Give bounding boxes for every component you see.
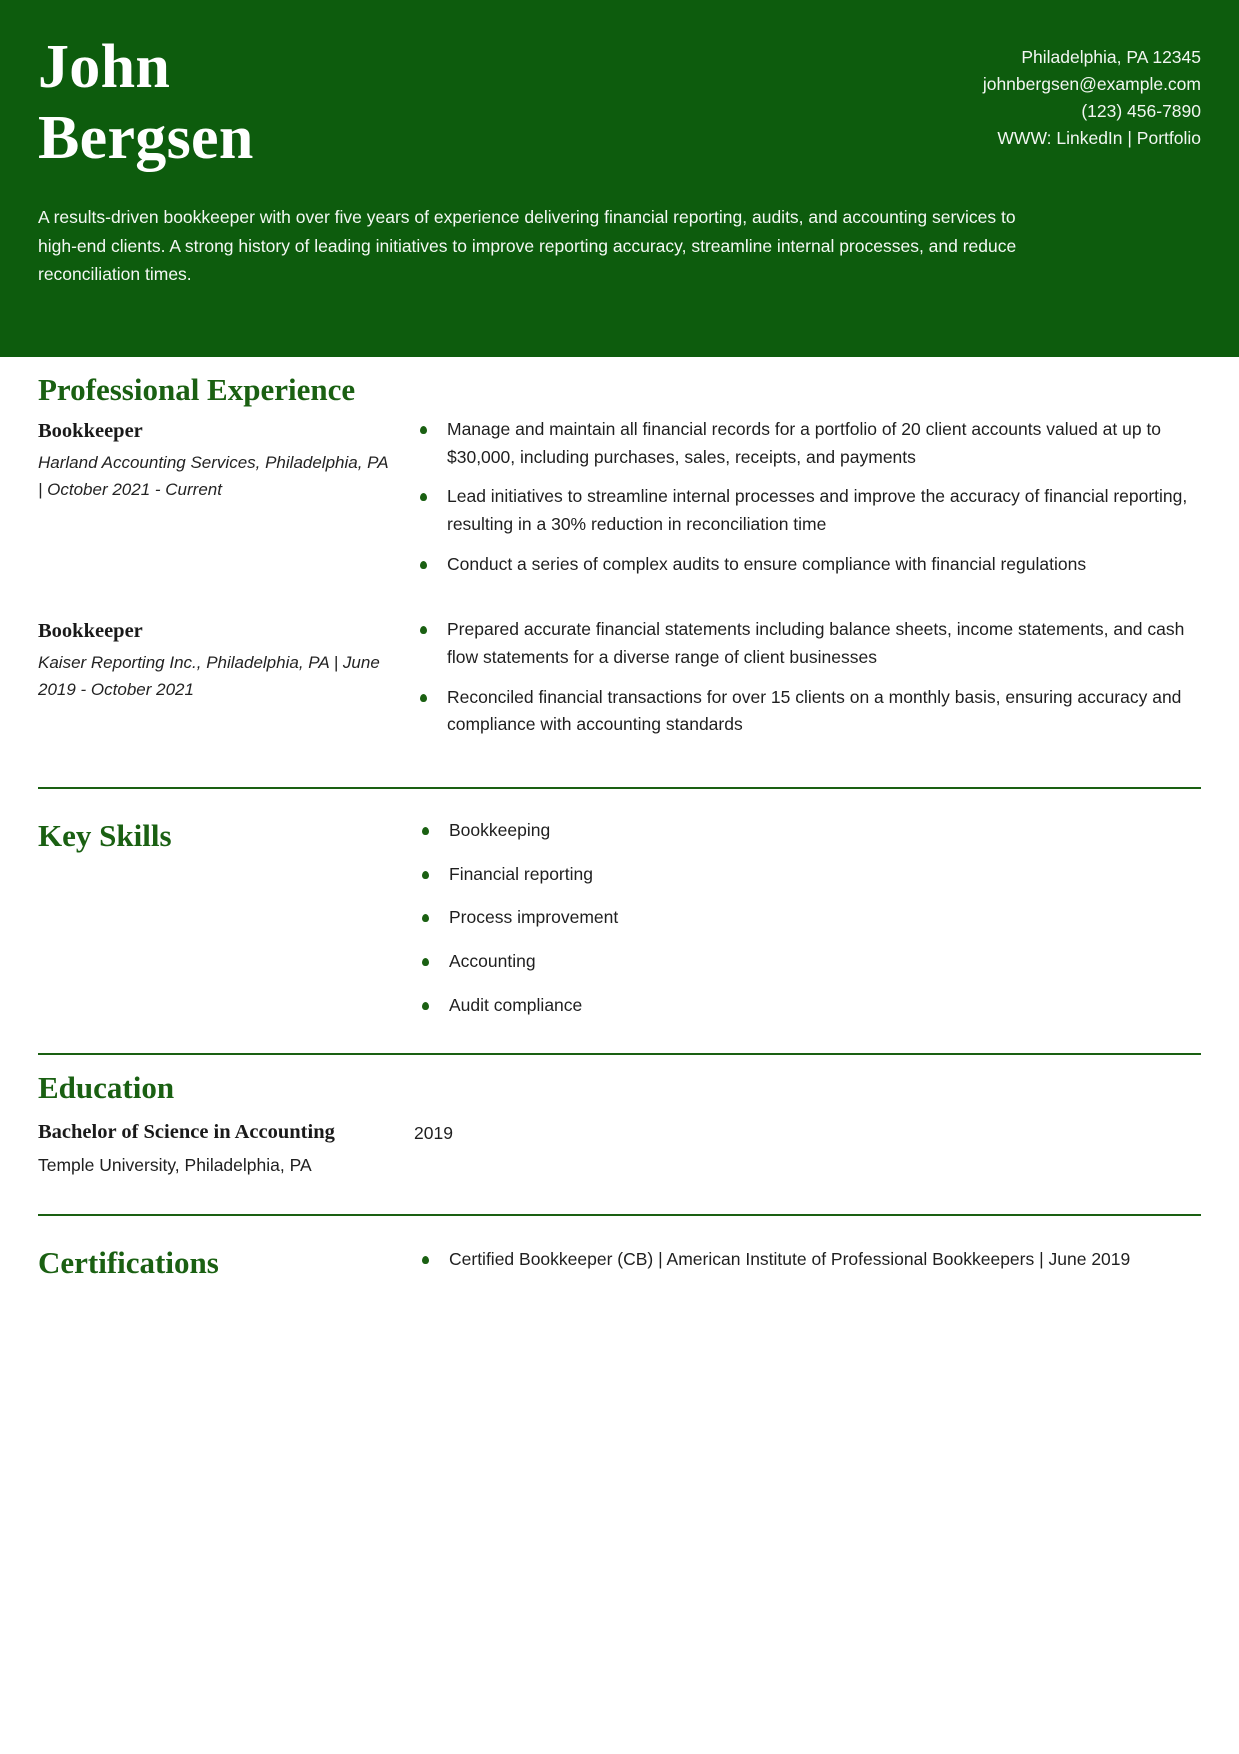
first-name: John [38, 33, 171, 101]
key-skills-list [416, 817, 1201, 1019]
experience-entry-right [414, 416, 1201, 590]
candidate-name [38, 32, 254, 173]
education-year: 2019 [414, 1123, 453, 1144]
contact-phone[interactable]: (123) 456-7890 [1081, 101, 1201, 122]
experience-entry-left [38, 416, 414, 503]
contact-links[interactable]: WWW: LinkedIn | Portfolio [997, 128, 1201, 149]
section-title-education: Education [38, 1070, 175, 1106]
job-bullet-list [414, 616, 1201, 739]
contact-location: Philadelphia, PA 12345 [1021, 47, 1201, 67]
skill-item: Process improvement [416, 904, 1201, 932]
last-name: Bergsen [38, 103, 254, 172]
job-company-dates: Kaiser Reporting Inc., Philadelphia, PA | June 2019 - October 2021 [38, 653, 380, 700]
job-bullet: Lead initiatives to streamline internal processes and improve the accuracy of financial reporting, resulting in a 30% reduction in reconciliation time [414, 483, 1201, 538]
section-certifications [38, 1216, 1201, 1289]
skill-item: Financial reporting [416, 861, 1201, 889]
resume-body [0, 371, 1239, 1289]
job-bullet: Manage and maintain all financial records for a portfolio of 20 client accounts valued at up to $30,000, including purchases, sales, receipts, and payments [414, 416, 1201, 471]
skill-item: Bookkeeping [416, 817, 1201, 845]
key-skills-right [414, 803, 1201, 1035]
job-bullet: Reconciled financial transactions for over 15 clients on a monthly basis, ensuring accuracy and compliance with accounting standards [414, 684, 1201, 739]
key-skills-left [38, 803, 414, 862]
skill-item: Accounting [416, 948, 1201, 976]
experience-entry-left [38, 616, 414, 703]
section-education [38, 1069, 1201, 1196]
experience-entry-right [414, 616, 1201, 751]
job-bullet-list [414, 416, 1201, 578]
job-company-dates: Harland Accounting Services, Philadelphia, PA | October 2021 - Current [38, 452, 388, 500]
section-key-skills [38, 789, 1201, 1035]
section-divider [38, 1053, 1201, 1055]
certifications-left [38, 1230, 414, 1289]
education-entry-right [414, 1118, 1201, 1146]
experience-entry [38, 416, 1201, 590]
education-entry-left [38, 1118, 414, 1178]
section-title-certifications: Certifications [38, 1245, 219, 1281]
header-top-row [38, 32, 1201, 173]
experience-entry [38, 616, 1201, 769]
education-degree: Bachelor of Science in Accounting [38, 1121, 335, 1144]
education-entry [38, 1118, 1201, 1178]
section-title-key-skills: Key Skills [38, 817, 172, 853]
skill-item: Audit compliance [416, 992, 1201, 1020]
job-bullet: Prepared accurate financial statements including balance sheets, income statements, and cash flow statements for a diverse range of client businesses [414, 616, 1201, 671]
contact-email[interactable]: johnbergsen@example.com [982, 74, 1201, 95]
job-bullet: Conduct a series of complex audits to ensure compliance with financial regulations [414, 551, 1201, 579]
certifications-right [414, 1230, 1201, 1286]
job-title: Bookkeeper [38, 620, 143, 643]
job-title: Bookkeeper [38, 420, 143, 443]
certification-item: Certified Bookkeeper (CB) | American Institute of Professional Bookkeepers | June 2019 [416, 1246, 1201, 1274]
education-school: Temple University, Philadelphia, PA [38, 1155, 312, 1176]
professional-summary: A results-driven bookkeeper with over five years of experience delivering financial reporting, audits, and accounting services to high-end clients. A strong history of leading initiatives to improve reporting accuracy, streamline internal processes, and reduce reconciliation times. [38, 207, 1017, 285]
contact-block [983, 32, 1201, 153]
certifications-list [416, 1246, 1201, 1274]
resume-header [0, 0, 1239, 357]
section-title-experience: Professional Experience [38, 372, 356, 407]
section-professional-experience [38, 371, 1201, 769]
